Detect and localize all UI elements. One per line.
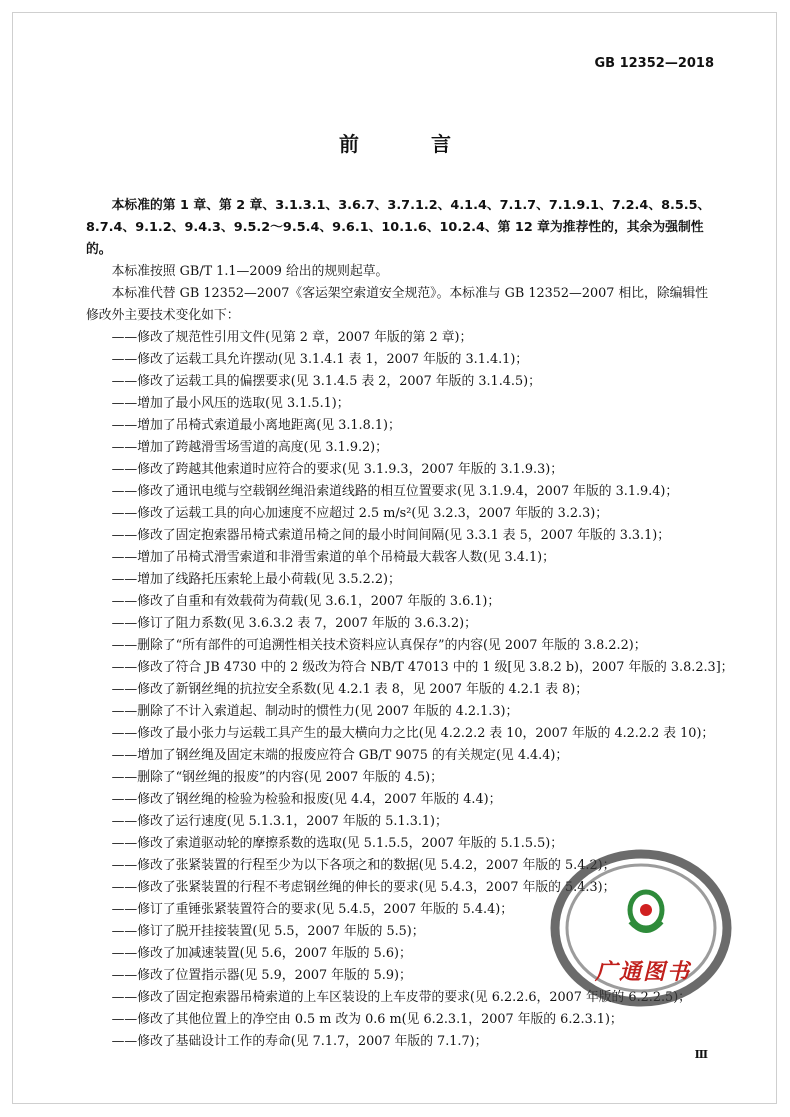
change-item: ——修改了跨越其他索道时应符合的要求(见 3.1.9.3，2007 年版的 3.1.9.3)； [111, 462, 564, 477]
change-item: ——删除了“钢丝绳的报废”的内容(见 2007 年版的 4.5)； [111, 770, 443, 785]
replace-intro: 本标准代替 GB 12352—2007《客运架空索道安全规范》。本标准与 GB 12352—2007 相比，除编辑性修改外主要技术变化如下： [86, 286, 709, 323]
change-item: ——增加了钢丝绳及固定末端的报废应符合 GB/T 9075 的有关规定(见 4.4.4)； [111, 748, 569, 763]
change-item: ——修订了阻力系数(见 3.6.3.2 表 7，2007 年版的 3.6.3.2)； [111, 616, 477, 631]
change-item: ——修改了张紧装置的行程至少为以下各项之和的数据(见 5.4.2，2007 年版的 5.4.2)； [111, 858, 616, 873]
change-item: ——增加了最小风压的选取(见 3.1.5.1)； [111, 396, 350, 411]
change-item: ——修改了固定抱索器吊椅式索道吊椅之间的最小时间间隔(见 3.3.1 表 5，2007 年版的 3.3.1)； [111, 528, 671, 543]
change-item: ——修改了固定抱索器吊椅索道的上车区装设的上车皮带的要求(见 6.2.2.6，2007 年版的 6.2.2.5)； [111, 990, 691, 1005]
change-item: ——增加了吊椅式滑雪索道和非滑雪索道的单个吊椅最大载客人数(见 3.4.1)； [111, 550, 555, 565]
change-item: ——修改了通讯电缆与空载钢丝绳沿索道线路的相互位置要求(见 3.1.9.4，2007 年版的 3.1.9.4)； [111, 484, 679, 499]
change-item: ——修改了符合 JB 4730 中的 2 级改为符合 NB/T 47013 中的 1 级[见 3.8.2 b)，2007 年版的 3.8.2.3]； [111, 660, 734, 675]
change-item: ——修改了运载工具的偏摆要求(见 3.1.4.5 表 2，2007 年版的 3.1.4.5)； [111, 374, 541, 389]
change-item: ——增加了吊椅式索道最小离地距离(见 3.1.8.1)； [111, 418, 401, 433]
change-item: ——修订了重锤张紧装置符合的要求(见 5.4.5，2007 年版的 5.4.4)； [111, 902, 514, 917]
change-item: ——修改了基础设计工作的寿命(见 7.1.7，2007 年版的 7.1.7)； [111, 1034, 488, 1049]
change-item: ——修改了运载工具允许摆动(见 3.1.4.1 表 1，2007 年版的 3.1.4.1)； [111, 352, 529, 367]
change-item: ——修订了脱开挂接装置(见 5.5，2007 年版的 5.5)； [111, 924, 425, 939]
change-item: ——修改了张紧装置的行程不考虑钢丝绳的伸长的要求(见 5.4.3，2007 年版的 5.4.3)； [111, 880, 616, 895]
change-item: ——删除了“所有部件的可追溯性相关技术资料应认真保存”的内容(见 2007 年版的 3.8.2.2)； [111, 638, 647, 653]
change-item: ——增加了线路托压索轮上最小荷载(见 3.5.2.2)； [111, 572, 401, 587]
page-title: 前 言 [339, 132, 477, 156]
page-number: Ⅲ [694, 1048, 708, 1061]
change-item: ——删除了不计入索道起、制动时的惯性力(见 2007 年版的 4.2.1.3)； [111, 704, 519, 719]
change-item: ——修改了自重和有效载荷为荷载(见 3.6.1，2007 年版的 3.6.1)； [111, 594, 501, 609]
mandatory-clause: 本标准的第 1 章、第 2 章、3.1.3.1、3.6.7、3.7.1.2、4.1.4、7.1.7、7.1.9.1、7.2.4、8.5.5、8.7.4、9.1.2、9.4.3、9.5.2～9.5.4、9.6.1、10.1.6、10.2.4、第 12 章为推荐性的，其余为强制性的。 [86, 198, 711, 257]
change-item: ——修改了索道驱动轮的摩擦系数的选取(见 5.1.5.5，2007 年版的 5.1.5.5)； [111, 836, 564, 851]
drafting-rule: 本标准按照 GB/T 1.1—2009 给出的规则起草。 [111, 264, 389, 279]
change-item: ——修改了运载工具的向心加速度不应超过 2.5 m/s²(见 3.2.3，2007 年版的 3.2.3)； [111, 506, 609, 521]
change-item: ——修改了其他位置上的净空由 0.5 m 改为 0.6 m(见 6.2.3.1，2007 年版的 6.2.3.1)； [111, 1012, 623, 1027]
seal-text: 广通图书 [595, 960, 692, 985]
change-item: ——增加了跨越滑雪场雪道的高度(见 3.1.9.2)； [111, 440, 388, 455]
change-item: ——修改了运行速度(见 5.1.3.1，2007 年版的 5.1.3.1)； [111, 814, 448, 829]
standard-number: GB 12352—2018 [594, 56, 714, 71]
change-item: ——修改了新钢丝绳的抗拉安全系数(见 4.2.1 表 8，见 2007 年版的 4.2.1 表 8)； [111, 682, 589, 697]
change-item: ——修改了最小张力与运载工具产生的最大横向力之比(见 4.2.2.2 表 10，2007 年版的 4.2.2.2 表 10)； [111, 726, 715, 741]
change-item: ——修改了加减速装置(见 5.6，2007 年版的 5.6)； [111, 946, 412, 961]
change-item: ——修改了规范性引用文件(见第 2 章，2007 年版的第 2 章)； [111, 330, 473, 345]
change-item: ——修改了位置指示器(见 5.9，2007 年版的 5.9)； [111, 968, 412, 983]
change-item: ——修改了钢丝绳的检验为检验和报废(见 4.4，2007 年版的 4.4)； [111, 792, 502, 807]
